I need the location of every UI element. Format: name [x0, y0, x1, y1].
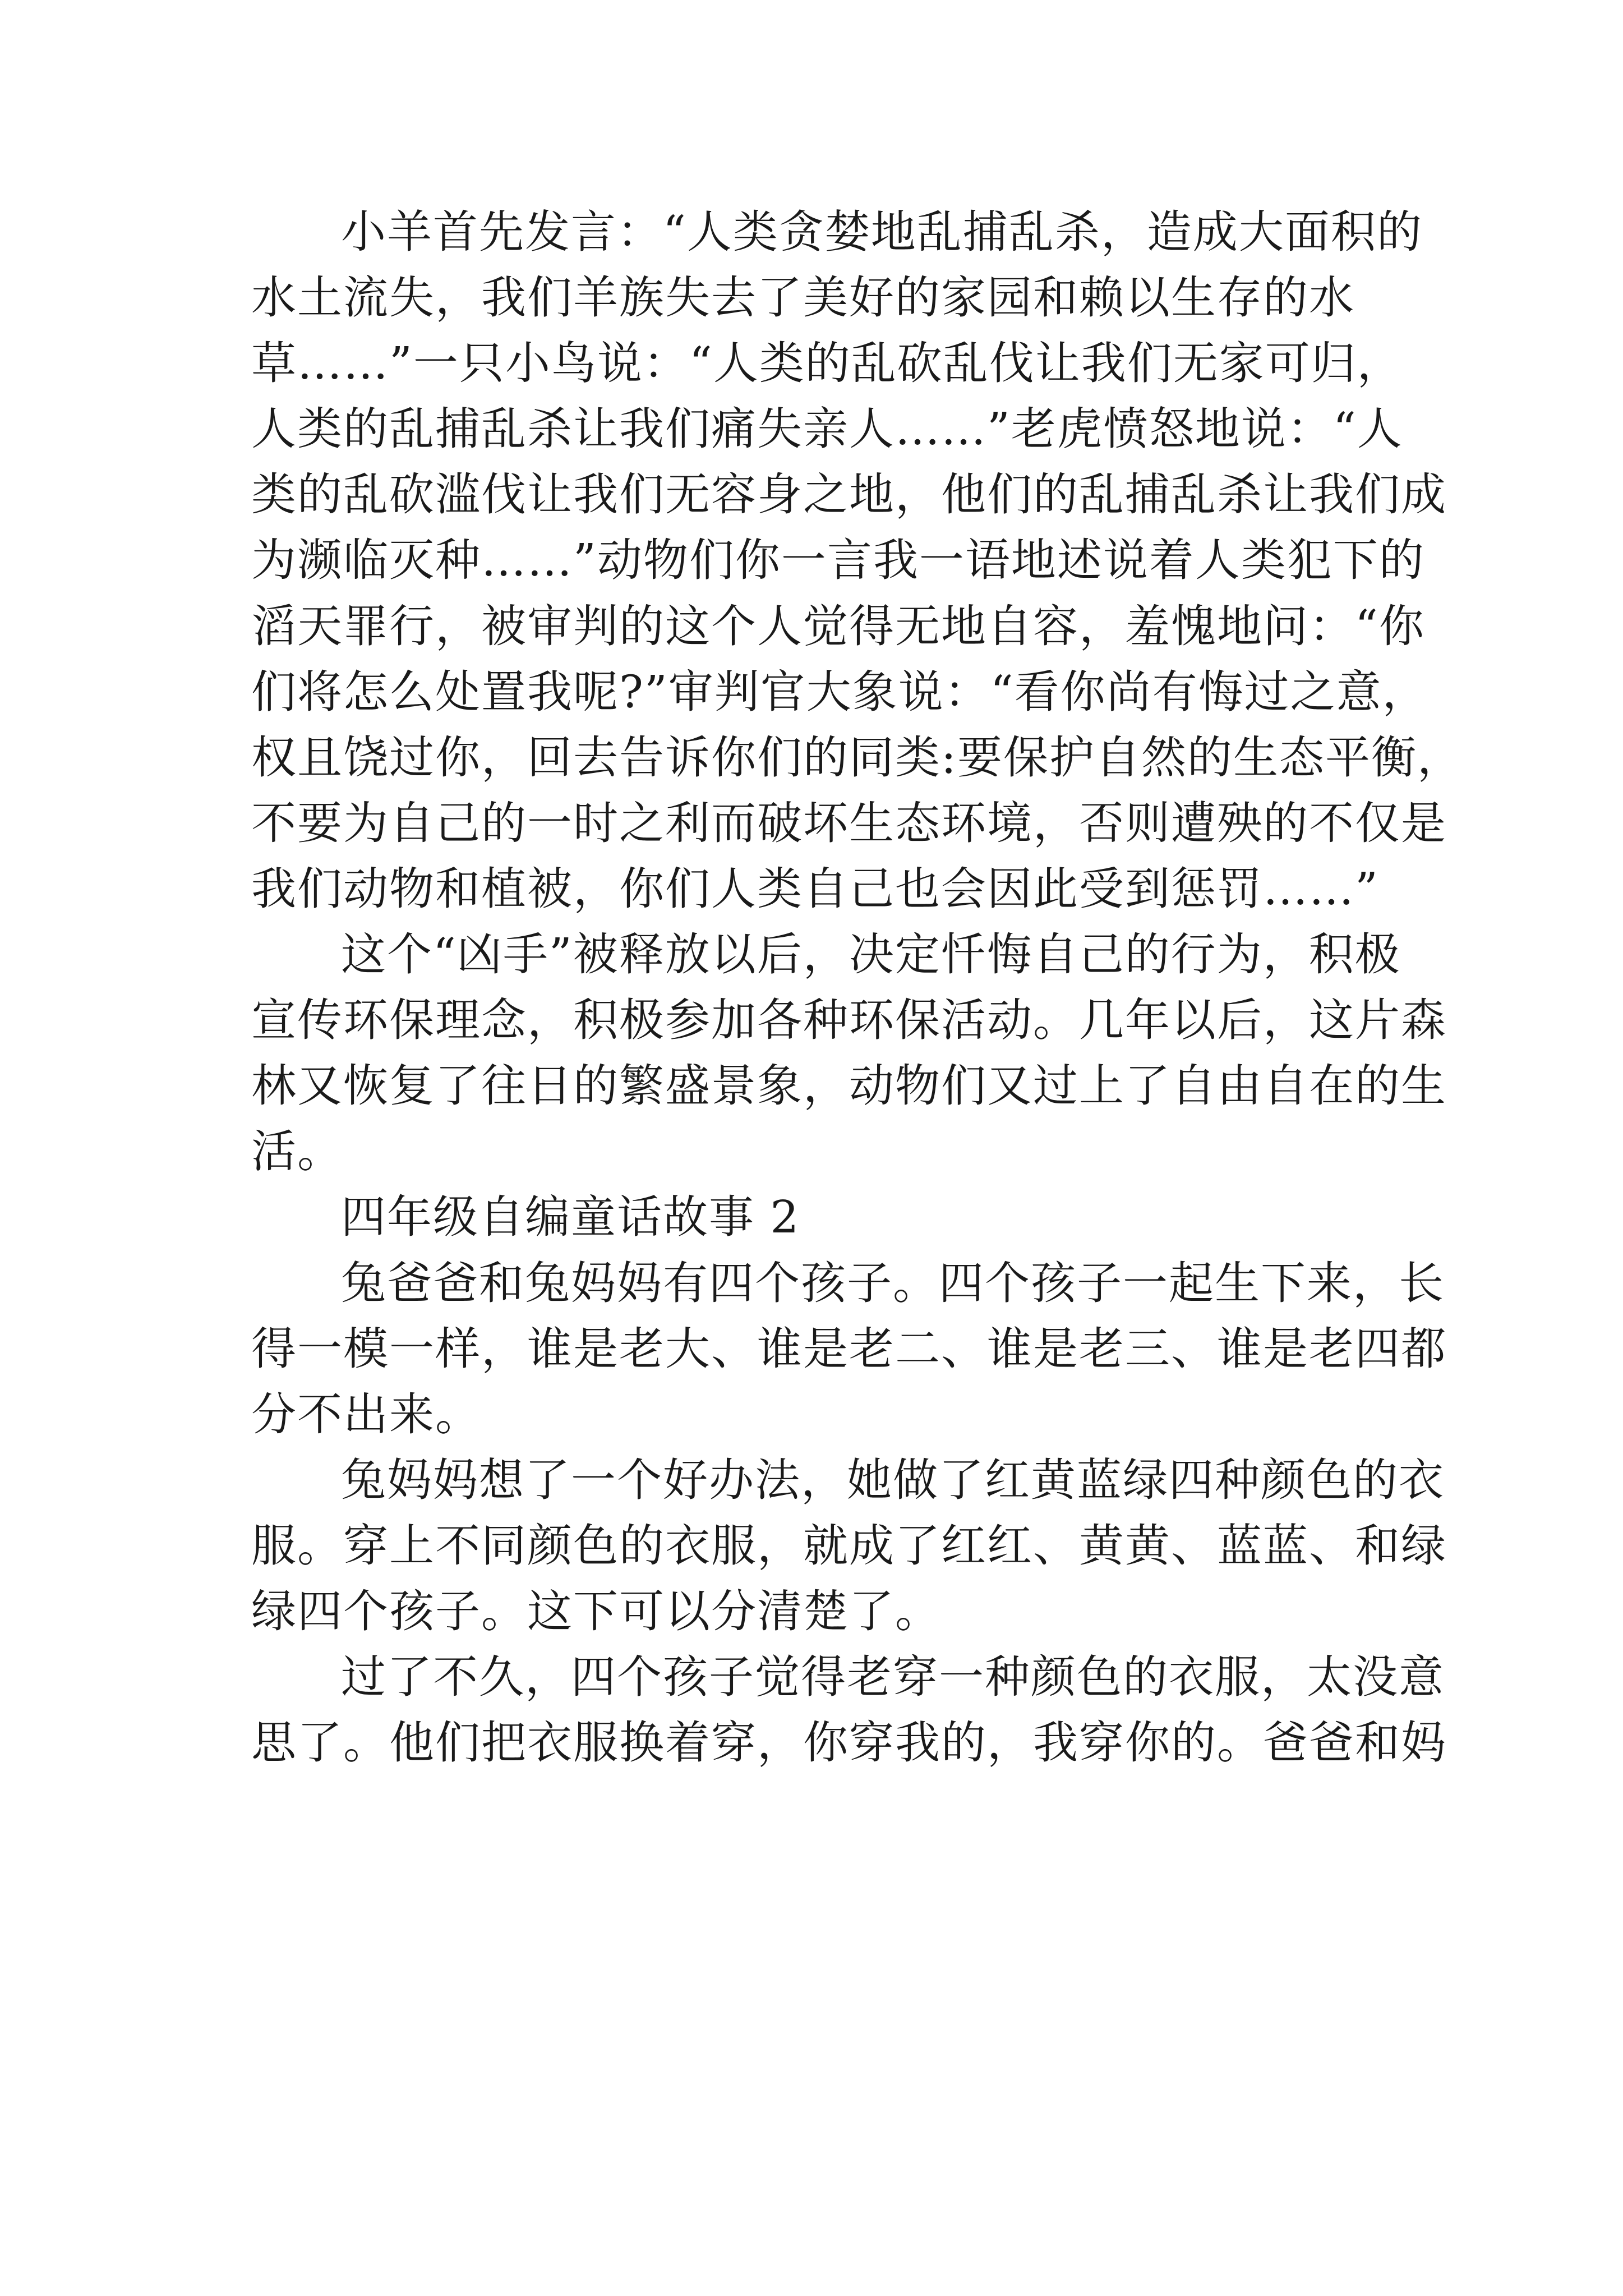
paragraph [251, 199, 1463, 922]
text-line: 这个“凶手”被释放以后，决定忏悔自己的行为，积极 [341, 928, 1401, 981]
document-body [251, 199, 1463, 1775]
text-line: 兔妈妈想了一个好办法，她做了红黄蓝绿四种颜色的衣 [341, 1453, 1445, 1506]
story-title: 四年级自编童话故事 2 [341, 1191, 800, 1244]
text-line: 过了不久，四个孩子觉得老穿一种颜色的衣服，太没意 [341, 1651, 1445, 1704]
paragraph [251, 1644, 1447, 1775]
text-line: 类的乱砍滥伐让我们无容身之地，他们的乱捕乱杀让我们成 [251, 468, 1447, 521]
text-line: 思了。他们把衣服换着穿，你穿我的，我穿你的。爸爸和妈 [251, 1717, 1447, 1769]
text-line: 水土流失，我们羊族失去了美好的家园和赖以生存的水 [251, 272, 1355, 324]
section-heading [251, 1184, 1440, 1250]
paragraph [251, 922, 1447, 1184]
text-line: 宣传环保理念，积极参加各种环保活动。几年以后，这片森 [251, 994, 1447, 1047]
text-line: 服。穿上不同颜色的衣服，就成了红红、黄黄、蓝蓝、和绿 [251, 1519, 1447, 1572]
text-line: 不要为自己的一时之利而破坏生态环境，否则遭殃的不仅是 [251, 797, 1447, 849]
text-line: 们将怎么处置我呢?”审判官大象说：“看你尚有悔过之意， [251, 665, 1428, 718]
text-line: 活。 [251, 1125, 343, 1178]
paragraph [251, 1250, 1447, 1447]
text-line: 权且饶过你，回去告诉你们的同类:要保护自然的生态平衡， [251, 731, 1463, 784]
paragraph [251, 1447, 1447, 1644]
text-line: 滔天罪行，被审判的这个人觉得无地自容，羞愧地问：“你 [251, 600, 1425, 652]
text-line: 人类的乱捕乱杀让我们痛失亲人……”老虎愤怒地说：“人 [251, 403, 1403, 455]
text-line: 绿四个孩子。这下可以分清楚了。 [251, 1585, 941, 1637]
text-line: 为濒临灭种……”动物们你一言我一语地述说着人类犯下的 [251, 534, 1425, 587]
text-line: 草……”一只小鸟说：“人类的乱砍乱伐让我们无家可归， [251, 337, 1403, 390]
text-line: 分不出来。 [251, 1388, 481, 1441]
text-line: 兔爸爸和兔妈妈有四个孩子。四个孩子一起生下来，长 [341, 1257, 1445, 1309]
text-line: 林又恢复了往日的繁盛景象，动物们又过上了自由自在的生 [251, 1060, 1447, 1112]
text-line: 得一模一样，谁是老大、谁是老二、谁是老三、谁是老四都 [251, 1322, 1447, 1375]
text-line: 我们动物和植被，你们人类自己也会因此受到惩罚……” [251, 862, 1379, 915]
text-line: 小羊首先发言：“人类贪婪地乱捕乱杀，造成大面积的 [341, 206, 1423, 258]
